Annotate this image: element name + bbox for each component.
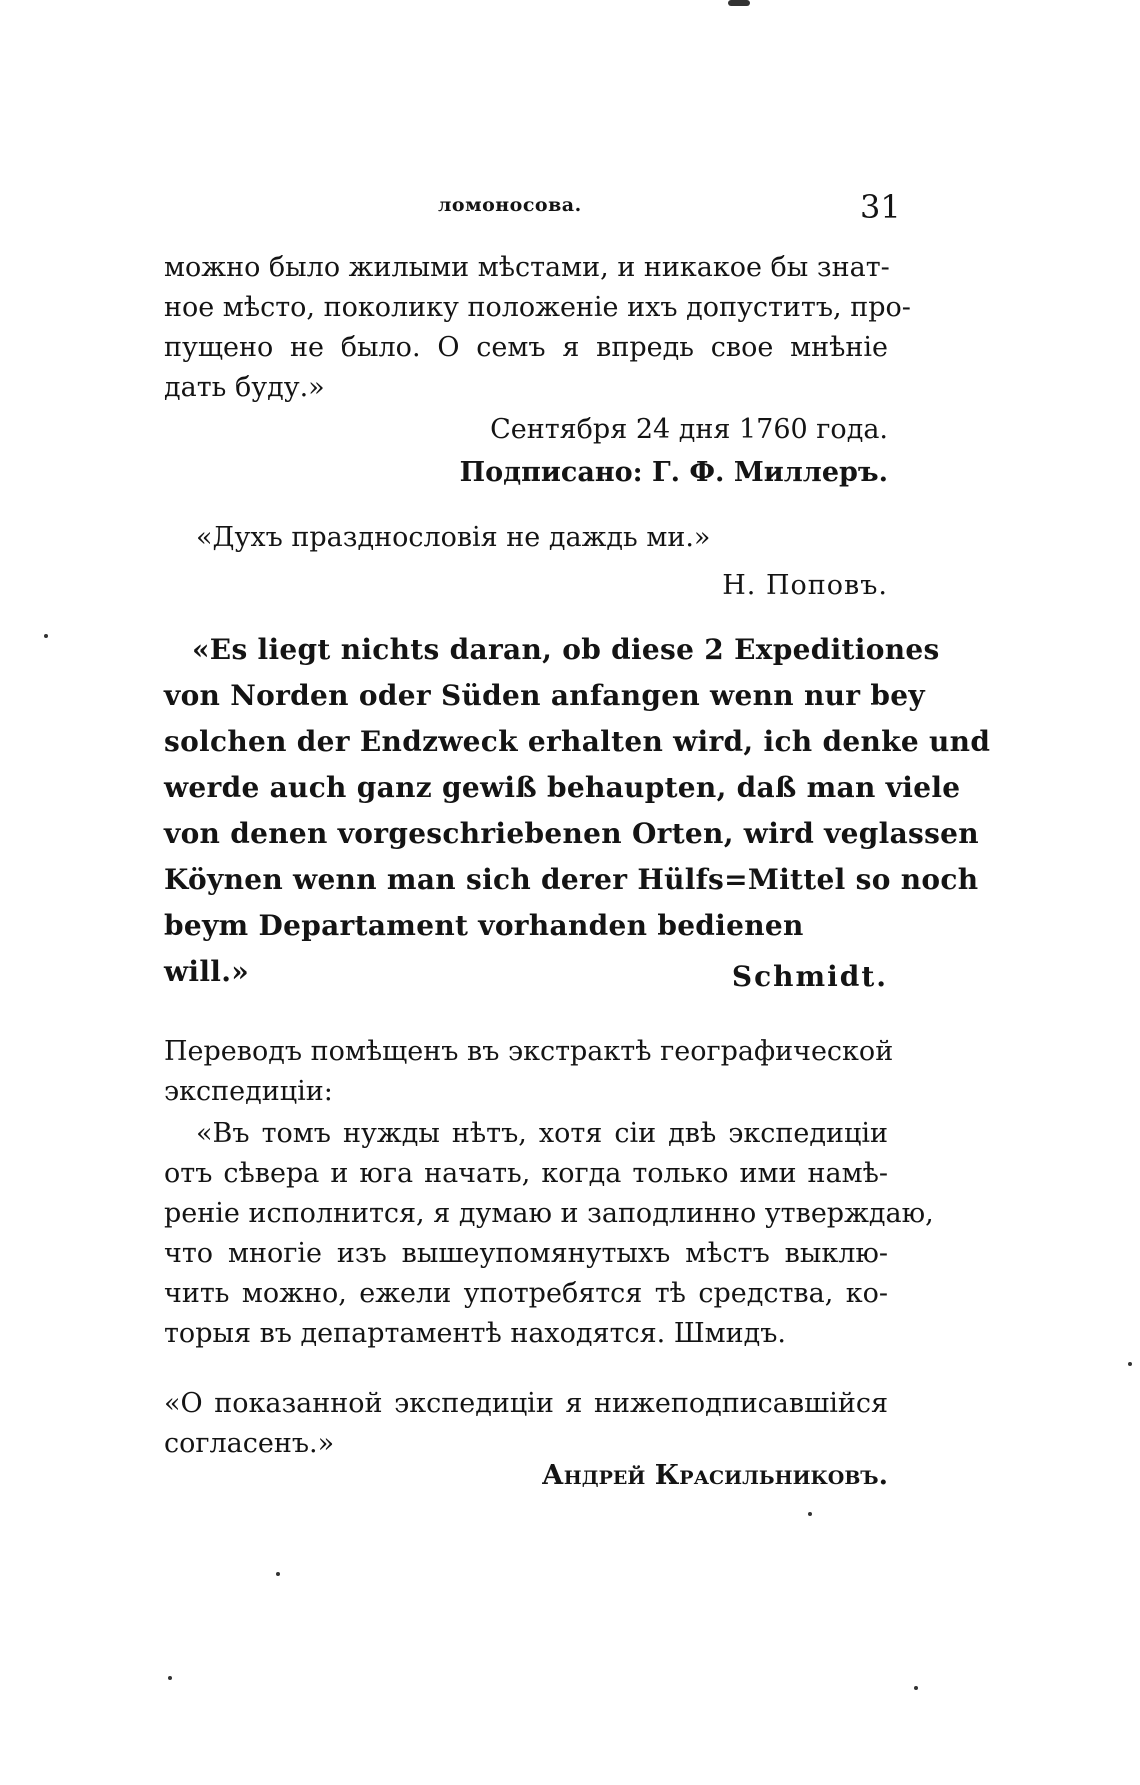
quote-popov: «Духъ празднословія не даждь ми.» — [196, 522, 711, 553]
scan-speck — [728, 0, 750, 6]
scan-speck — [168, 1676, 172, 1680]
signature-popov: Н. Поповъ. — [722, 570, 888, 601]
scan-speck — [914, 1686, 918, 1690]
text-line: согласенъ.» — [164, 1428, 335, 1459]
text-line: «Въ томъ нужды нѣтъ, хотя сіи двѣ экспедиціи — [196, 1118, 888, 1149]
signature-schmidt: Schmidt. — [731, 960, 888, 993]
text-line: реніе исполнится, я думаю и заподлинно утверждаю, — [164, 1198, 934, 1229]
text-line: дать буду.» — [164, 372, 325, 403]
german-line: von denen vorgeschriebenen Orten, wird veglassen — [164, 817, 979, 850]
text-line: Переводъ помѣщенъ въ экстрактѣ географической — [164, 1036, 894, 1067]
scan-speck — [44, 634, 48, 638]
scan-speck — [808, 1512, 812, 1516]
german-line: Köynen wenn man sich derer Hülfs=Mittel so noch — [164, 863, 979, 896]
text-line: что многіе изъ вышеупомянутыхъ мѣстъ выклю- — [164, 1238, 888, 1269]
text-line: можно было жилыми мѣстами, и никакое бы знат- — [164, 252, 890, 283]
letter-date: Сентября 24 дня 1760 года. — [490, 414, 888, 445]
text-line: «О показанной экспедиціи я нижеподписавшійся — [164, 1388, 888, 1419]
scan-speck — [276, 1572, 280, 1576]
scan-speck — [1128, 1362, 1132, 1366]
text-line: отъ сѣвера и юга начать, когда только ими намѣ- — [164, 1158, 888, 1189]
text-line: экспедиціи: — [164, 1076, 333, 1107]
german-line: «Es liegt nichts daran, ob diese 2 Expeditiones — [192, 633, 940, 666]
text-line: торыя въ департаментѣ находятся. Шмидъ. — [164, 1318, 787, 1349]
text-line: пущено не было. О семъ я впредь свое мнѣніе — [164, 332, 888, 363]
text-line: ное мѣсто, поколику положеніе ихъ допуститъ, про- — [164, 292, 911, 323]
text-line: чить можно, ежели употребятся тѣ средства, ко- — [164, 1278, 888, 1309]
signature-krasilnikov: Андрей Красильниковъ. — [541, 1460, 888, 1491]
german-line: von Norden oder Süden anfangen wenn nur bey — [164, 679, 925, 712]
german-line: beym Departament vorhanden bedienen will.» — [164, 909, 804, 988]
german-line: werde auch ganz gewiß behaupten, daß man viele — [164, 771, 961, 804]
page-number: 31 — [860, 188, 901, 226]
running-head: ломоносова. — [438, 194, 582, 216]
german-line: solchen der Endzweck erhalten wird, ich denke und — [164, 725, 991, 758]
signature-miller: Подписано: Г. Ф. Миллеръ. — [459, 457, 888, 488]
